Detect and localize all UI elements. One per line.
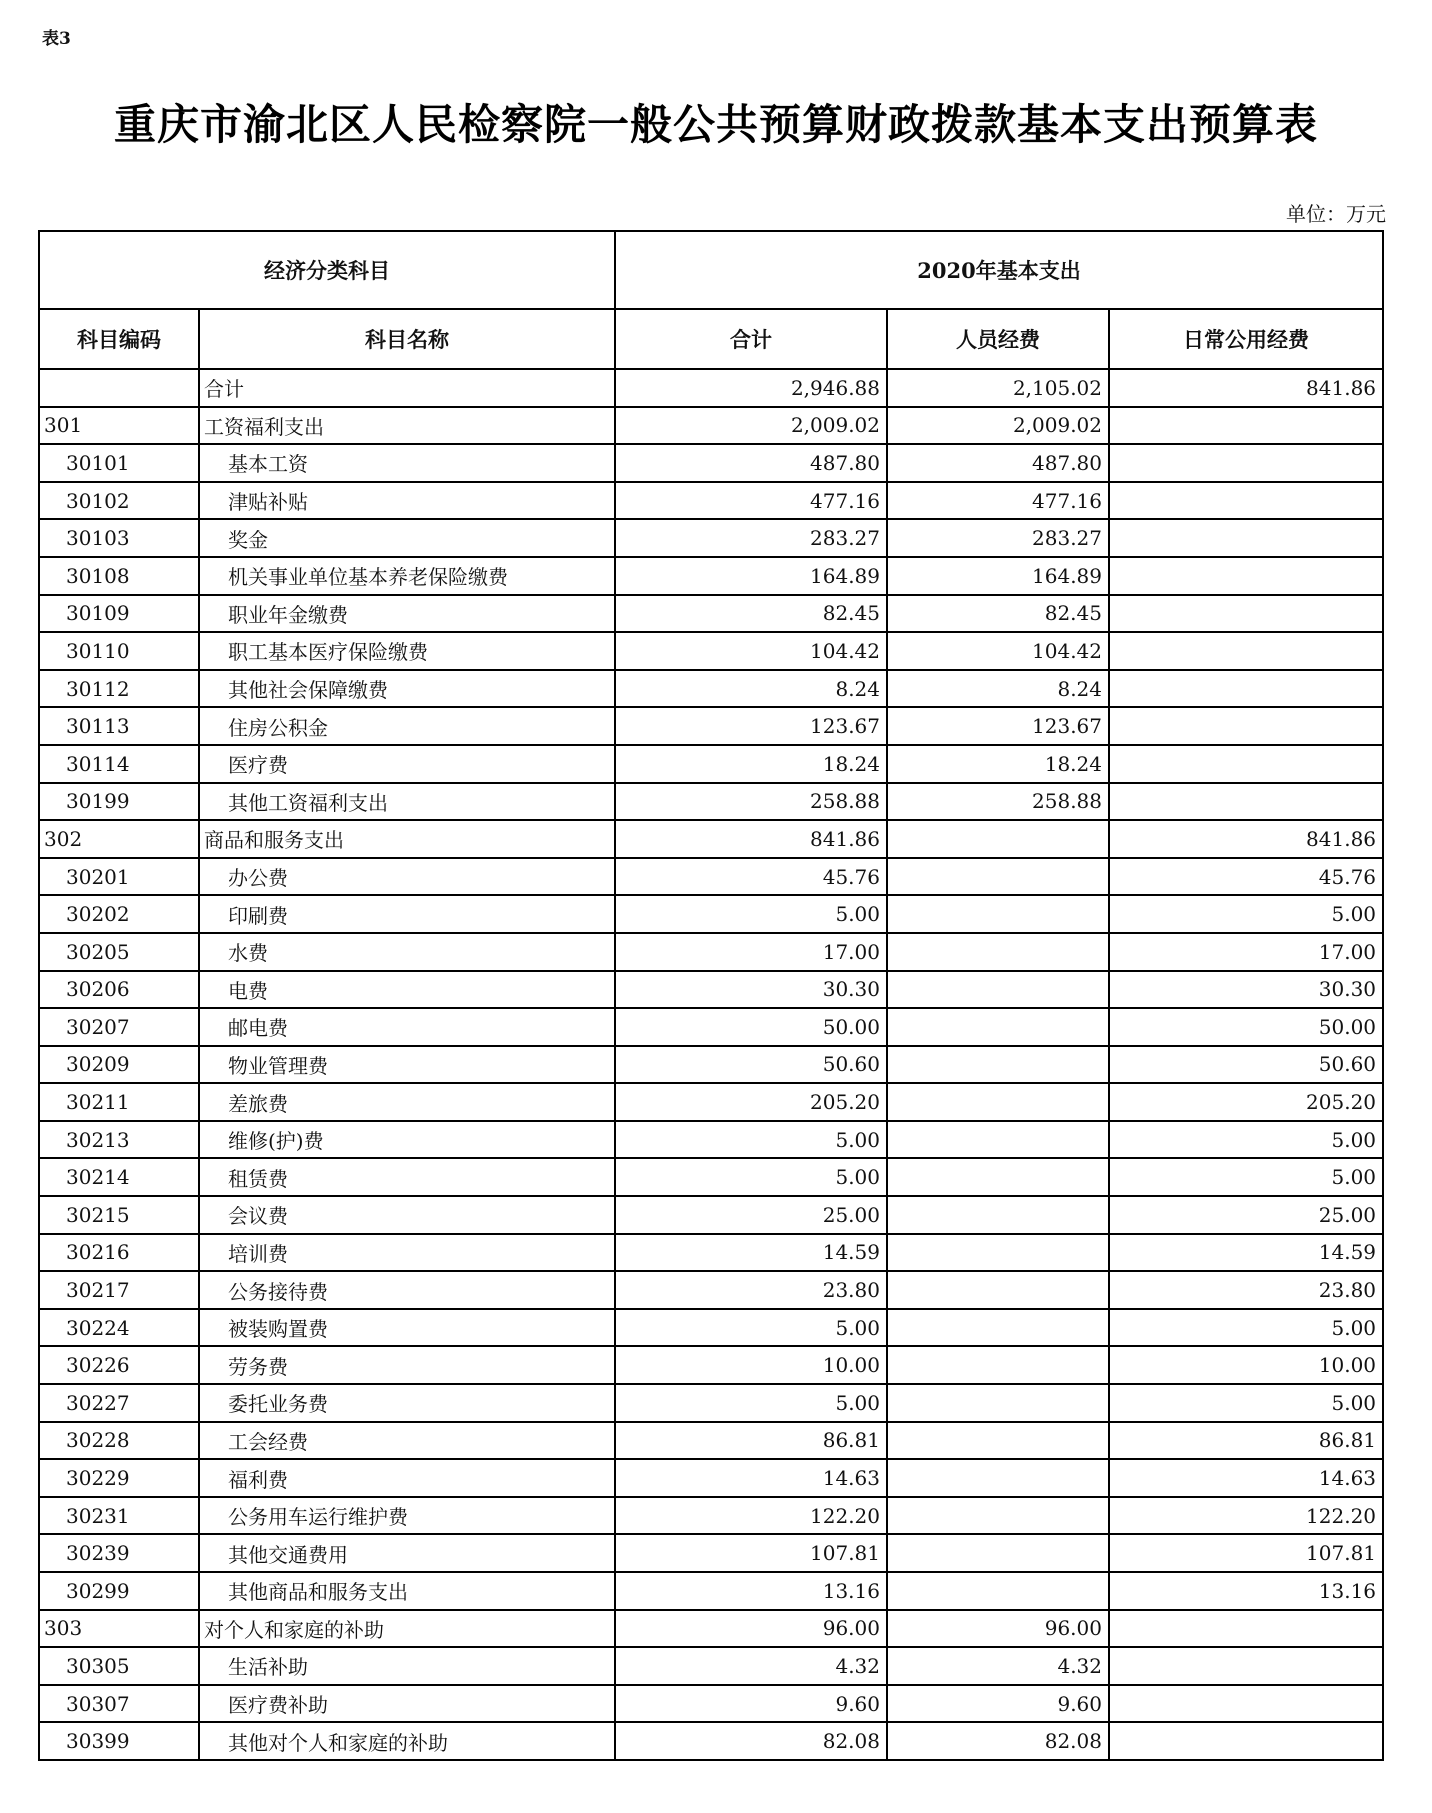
cell-code: 30231 xyxy=(39,1497,199,1535)
cell-name: 奖金 xyxy=(199,519,615,557)
table-row xyxy=(39,1610,1383,1648)
cell-name: 会议费 xyxy=(199,1196,615,1234)
cell-total: 4.32 xyxy=(615,1647,887,1685)
cell-total: 50.00 xyxy=(615,1008,887,1046)
cell-name: 物业管理费 xyxy=(199,1046,615,1084)
cell-daily: 14.63 xyxy=(1109,1459,1383,1497)
cell-daily xyxy=(1109,1722,1383,1760)
cell-daily xyxy=(1109,1647,1383,1685)
cell-daily xyxy=(1109,444,1383,482)
cell-total: 107.81 xyxy=(615,1534,887,1572)
cell-daily xyxy=(1109,707,1383,745)
table-row xyxy=(39,971,1383,1009)
table-row xyxy=(39,482,1383,520)
cell-code: 30239 xyxy=(39,1534,199,1572)
table-row xyxy=(39,1384,1383,1422)
table-row xyxy=(39,557,1383,595)
table-row xyxy=(39,1647,1383,1685)
cell-daily xyxy=(1109,632,1383,670)
table-row xyxy=(39,1685,1383,1723)
table-row xyxy=(39,783,1383,821)
cell-name: 公务接待费 xyxy=(199,1271,615,1309)
cell-name: 公务用车运行维护费 xyxy=(199,1497,615,1535)
cell-personnel: 258.88 xyxy=(887,783,1109,821)
cell-code: 30224 xyxy=(39,1309,199,1347)
cell-total: 86.81 xyxy=(615,1422,887,1460)
cell-code: 30108 xyxy=(39,557,199,595)
budget-table xyxy=(38,230,1384,1761)
table-row xyxy=(39,1158,1383,1196)
cell-daily: 5.00 xyxy=(1109,1309,1383,1347)
cell-code: 302 xyxy=(39,820,199,858)
cell-personnel xyxy=(887,1534,1109,1572)
cell-total: 164.89 xyxy=(615,557,887,595)
cell-personnel: 477.16 xyxy=(887,482,1109,520)
cell-code: 30217 xyxy=(39,1271,199,1309)
cell-total: 8.24 xyxy=(615,670,887,708)
cell-personnel xyxy=(887,1008,1109,1046)
cell-code: 30201 xyxy=(39,858,199,896)
cell-name: 职工基本医疗保险缴费 xyxy=(199,632,615,670)
cell-total: 5.00 xyxy=(615,1384,887,1422)
cell-daily xyxy=(1109,670,1383,708)
cell-personnel: 164.89 xyxy=(887,557,1109,595)
cell-personnel: 283.27 xyxy=(887,519,1109,557)
cell-total: 122.20 xyxy=(615,1497,887,1535)
cell-code: 30226 xyxy=(39,1346,199,1384)
cell-daily: 5.00 xyxy=(1109,1384,1383,1422)
cell-name: 商品和服务支出 xyxy=(199,820,615,858)
cell-code: 30109 xyxy=(39,595,199,633)
header-code: 科目编码 xyxy=(39,309,199,369)
table-row xyxy=(39,1422,1383,1460)
cell-name: 合计 xyxy=(199,369,615,407)
cell-name: 工会经费 xyxy=(199,1422,615,1460)
cell-total: 96.00 xyxy=(615,1610,887,1648)
table-row xyxy=(39,895,1383,933)
cell-personnel xyxy=(887,1459,1109,1497)
table-row xyxy=(39,444,1383,482)
cell-total: 5.00 xyxy=(615,895,887,933)
cell-code: 30102 xyxy=(39,482,199,520)
cell-total: 30.30 xyxy=(615,971,887,1009)
cell-name: 生活补助 xyxy=(199,1647,615,1685)
cell-code: 30205 xyxy=(39,933,199,971)
budget-table-body xyxy=(39,231,1383,1760)
cell-total: 25.00 xyxy=(615,1196,887,1234)
cell-personnel xyxy=(887,1083,1109,1121)
table-row xyxy=(39,1196,1383,1234)
cell-code: 30112 xyxy=(39,670,199,708)
cell-total: 477.16 xyxy=(615,482,887,520)
cell-name: 工资福利支出 xyxy=(199,407,615,445)
cell-total: 283.27 xyxy=(615,519,887,557)
cell-total: 5.00 xyxy=(615,1309,887,1347)
cell-daily xyxy=(1109,783,1383,821)
cell-personnel xyxy=(887,971,1109,1009)
cell-total: 2,946.88 xyxy=(615,369,887,407)
cell-code: 301 xyxy=(39,407,199,445)
cell-personnel xyxy=(887,1422,1109,1460)
cell-personnel xyxy=(887,1234,1109,1272)
cell-name: 委托业务费 xyxy=(199,1384,615,1422)
cell-name: 办公费 xyxy=(199,858,615,896)
cell-name: 其他交通费用 xyxy=(199,1534,615,1572)
cell-personnel: 2,009.02 xyxy=(887,407,1109,445)
cell-name: 其他对个人和家庭的补助 xyxy=(199,1722,615,1760)
table-row xyxy=(39,1497,1383,1535)
cell-code: 30228 xyxy=(39,1422,199,1460)
cell-daily xyxy=(1109,595,1383,633)
cell-code: 30110 xyxy=(39,632,199,670)
cell-name: 租赁费 xyxy=(199,1158,615,1196)
cell-daily: 841.86 xyxy=(1109,369,1383,407)
cell-code: 30211 xyxy=(39,1083,199,1121)
cell-code: 30305 xyxy=(39,1647,199,1685)
cell-personnel: 9.60 xyxy=(887,1685,1109,1723)
cell-daily: 10.00 xyxy=(1109,1346,1383,1384)
table-row xyxy=(39,1722,1383,1760)
cell-daily xyxy=(1109,1610,1383,1648)
cell-name: 培训费 xyxy=(199,1234,615,1272)
cell-name: 其他社会保障缴费 xyxy=(199,670,615,708)
cell-daily: 23.80 xyxy=(1109,1271,1383,1309)
cell-daily xyxy=(1109,1685,1383,1723)
cell-personnel xyxy=(887,1572,1109,1610)
cell-personnel xyxy=(887,1046,1109,1084)
cell-code: 30202 xyxy=(39,895,199,933)
cell-code: 30114 xyxy=(39,745,199,783)
cell-name: 水费 xyxy=(199,933,615,971)
cell-daily: 45.76 xyxy=(1109,858,1383,896)
cell-name: 劳务费 xyxy=(199,1346,615,1384)
cell-name: 医疗费补助 xyxy=(199,1685,615,1723)
cell-daily: 14.59 xyxy=(1109,1234,1383,1272)
cell-total: 13.16 xyxy=(615,1572,887,1610)
cell-daily: 841.86 xyxy=(1109,820,1383,858)
cell-code: 30103 xyxy=(39,519,199,557)
cell-personnel: 82.45 xyxy=(887,595,1109,633)
header-basic-expense-year: 2020年基本支出 xyxy=(615,231,1383,309)
header-daily: 日常公用经费 xyxy=(1109,309,1383,369)
table-row xyxy=(39,1459,1383,1497)
cell-total: 82.45 xyxy=(615,595,887,633)
cell-personnel xyxy=(887,1121,1109,1159)
cell-personnel: 8.24 xyxy=(887,670,1109,708)
cell-code: 30399 xyxy=(39,1722,199,1760)
cell-personnel: 4.32 xyxy=(887,1647,1109,1685)
cell-personnel: 2,105.02 xyxy=(887,369,1109,407)
cell-total: 17.00 xyxy=(615,933,887,971)
cell-personnel: 96.00 xyxy=(887,1610,1109,1648)
cell-daily: 5.00 xyxy=(1109,895,1383,933)
cell-total: 123.67 xyxy=(615,707,887,745)
unit-label: 单位：万元 xyxy=(1286,202,1386,226)
cell-name: 基本工资 xyxy=(199,444,615,482)
cell-daily: 50.00 xyxy=(1109,1008,1383,1046)
cell-total: 205.20 xyxy=(615,1083,887,1121)
table-row xyxy=(39,632,1383,670)
cell-personnel xyxy=(887,933,1109,971)
cell-daily: 17.00 xyxy=(1109,933,1383,971)
cell-daily xyxy=(1109,519,1383,557)
cell-code xyxy=(39,369,199,407)
cell-personnel xyxy=(887,858,1109,896)
table-row xyxy=(39,1572,1383,1610)
table-row xyxy=(39,1121,1383,1159)
cell-total: 14.63 xyxy=(615,1459,887,1497)
cell-daily: 25.00 xyxy=(1109,1196,1383,1234)
cell-code: 30209 xyxy=(39,1046,199,1084)
cell-name: 福利费 xyxy=(199,1459,615,1497)
cell-name: 津贴补贴 xyxy=(199,482,615,520)
cell-name: 其他商品和服务支出 xyxy=(199,1572,615,1610)
cell-name: 机关事业单位基本养老保险缴费 xyxy=(199,557,615,595)
cell-daily: 5.00 xyxy=(1109,1121,1383,1159)
cell-personnel xyxy=(887,1384,1109,1422)
table-row xyxy=(39,1008,1383,1046)
cell-name: 职业年金缴费 xyxy=(199,595,615,633)
cell-total: 5.00 xyxy=(615,1158,887,1196)
cell-daily: 30.30 xyxy=(1109,971,1383,1009)
table-row xyxy=(39,820,1383,858)
cell-daily: 122.20 xyxy=(1109,1497,1383,1535)
cell-name: 对个人和家庭的补助 xyxy=(199,1610,615,1648)
cell-daily: 5.00 xyxy=(1109,1158,1383,1196)
cell-code: 30307 xyxy=(39,1685,199,1723)
page-title: 重庆市渝北区人民检察院一般公共预算财政拨款基本支出预算表 xyxy=(113,100,1318,149)
cell-daily xyxy=(1109,407,1383,445)
cell-total: 2,009.02 xyxy=(615,407,887,445)
cell-name: 住房公积金 xyxy=(199,707,615,745)
table-row xyxy=(39,1083,1383,1121)
cell-daily: 86.81 xyxy=(1109,1422,1383,1460)
cell-code: 30299 xyxy=(39,1572,199,1610)
cell-name: 邮电费 xyxy=(199,1008,615,1046)
cell-total: 50.60 xyxy=(615,1046,887,1084)
cell-name: 维修(护)费 xyxy=(199,1121,615,1159)
cell-code: 30227 xyxy=(39,1384,199,1422)
header-row-columns xyxy=(39,309,1383,369)
cell-name: 被装购置费 xyxy=(199,1309,615,1347)
cell-personnel xyxy=(887,1346,1109,1384)
cell-name: 其他工资福利支出 xyxy=(199,783,615,821)
header-total: 合计 xyxy=(615,309,887,369)
cell-code: 30214 xyxy=(39,1158,199,1196)
cell-daily xyxy=(1109,745,1383,783)
table-row xyxy=(39,707,1383,745)
cell-total: 487.80 xyxy=(615,444,887,482)
cell-total: 45.76 xyxy=(615,858,887,896)
cell-daily xyxy=(1109,557,1383,595)
cell-personnel: 487.80 xyxy=(887,444,1109,482)
header-personnel: 人员经费 xyxy=(887,309,1109,369)
cell-code: 303 xyxy=(39,1610,199,1648)
cell-code: 30229 xyxy=(39,1459,199,1497)
cell-name: 差旅费 xyxy=(199,1083,615,1121)
cell-total: 23.80 xyxy=(615,1271,887,1309)
table-row xyxy=(39,858,1383,896)
table-row xyxy=(39,745,1383,783)
cell-code: 30213 xyxy=(39,1121,199,1159)
cell-daily: 50.60 xyxy=(1109,1046,1383,1084)
cell-name: 印刷费 xyxy=(199,895,615,933)
table-row xyxy=(39,1534,1383,1572)
header-row-group xyxy=(39,231,1383,309)
cell-personnel xyxy=(887,820,1109,858)
table-row xyxy=(39,933,1383,971)
cell-daily: 13.16 xyxy=(1109,1572,1383,1610)
cell-total: 18.24 xyxy=(615,745,887,783)
cell-personnel xyxy=(887,1158,1109,1196)
table-row xyxy=(39,1309,1383,1347)
table-row xyxy=(39,369,1383,407)
cell-total: 5.00 xyxy=(615,1121,887,1159)
cell-name: 医疗费 xyxy=(199,745,615,783)
cell-personnel xyxy=(887,1271,1109,1309)
cell-personnel: 104.42 xyxy=(887,632,1109,670)
table-row xyxy=(39,595,1383,633)
cell-total: 82.08 xyxy=(615,1722,887,1760)
cell-code: 30199 xyxy=(39,783,199,821)
table-row xyxy=(39,519,1383,557)
cell-personnel xyxy=(887,1497,1109,1535)
cell-total: 14.59 xyxy=(615,1234,887,1272)
cell-code: 30101 xyxy=(39,444,199,482)
cell-personnel xyxy=(887,1196,1109,1234)
cell-total: 9.60 xyxy=(615,1685,887,1723)
cell-daily xyxy=(1109,482,1383,520)
cell-total: 841.86 xyxy=(615,820,887,858)
cell-total: 258.88 xyxy=(615,783,887,821)
cell-personnel: 82.08 xyxy=(887,1722,1109,1760)
cell-code: 30207 xyxy=(39,1008,199,1046)
table-row xyxy=(39,1346,1383,1384)
cell-code: 30113 xyxy=(39,707,199,745)
cell-total: 104.42 xyxy=(615,632,887,670)
cell-name: 电费 xyxy=(199,971,615,1009)
table-row xyxy=(39,670,1383,708)
cell-code: 30206 xyxy=(39,971,199,1009)
cell-daily: 107.81 xyxy=(1109,1534,1383,1572)
header-name: 科目名称 xyxy=(199,309,615,369)
cell-personnel: 123.67 xyxy=(887,707,1109,745)
cell-total: 10.00 xyxy=(615,1346,887,1384)
table-number-label: 表3 xyxy=(42,29,71,49)
cell-code: 30215 xyxy=(39,1196,199,1234)
table-row xyxy=(39,407,1383,445)
cell-personnel: 18.24 xyxy=(887,745,1109,783)
cell-daily: 205.20 xyxy=(1109,1083,1383,1121)
cell-personnel xyxy=(887,895,1109,933)
header-econ-category: 经济分类科目 xyxy=(39,231,615,309)
cell-code: 30216 xyxy=(39,1234,199,1272)
cell-personnel xyxy=(887,1309,1109,1347)
table-row xyxy=(39,1271,1383,1309)
table-row xyxy=(39,1046,1383,1084)
table-row xyxy=(39,1234,1383,1272)
